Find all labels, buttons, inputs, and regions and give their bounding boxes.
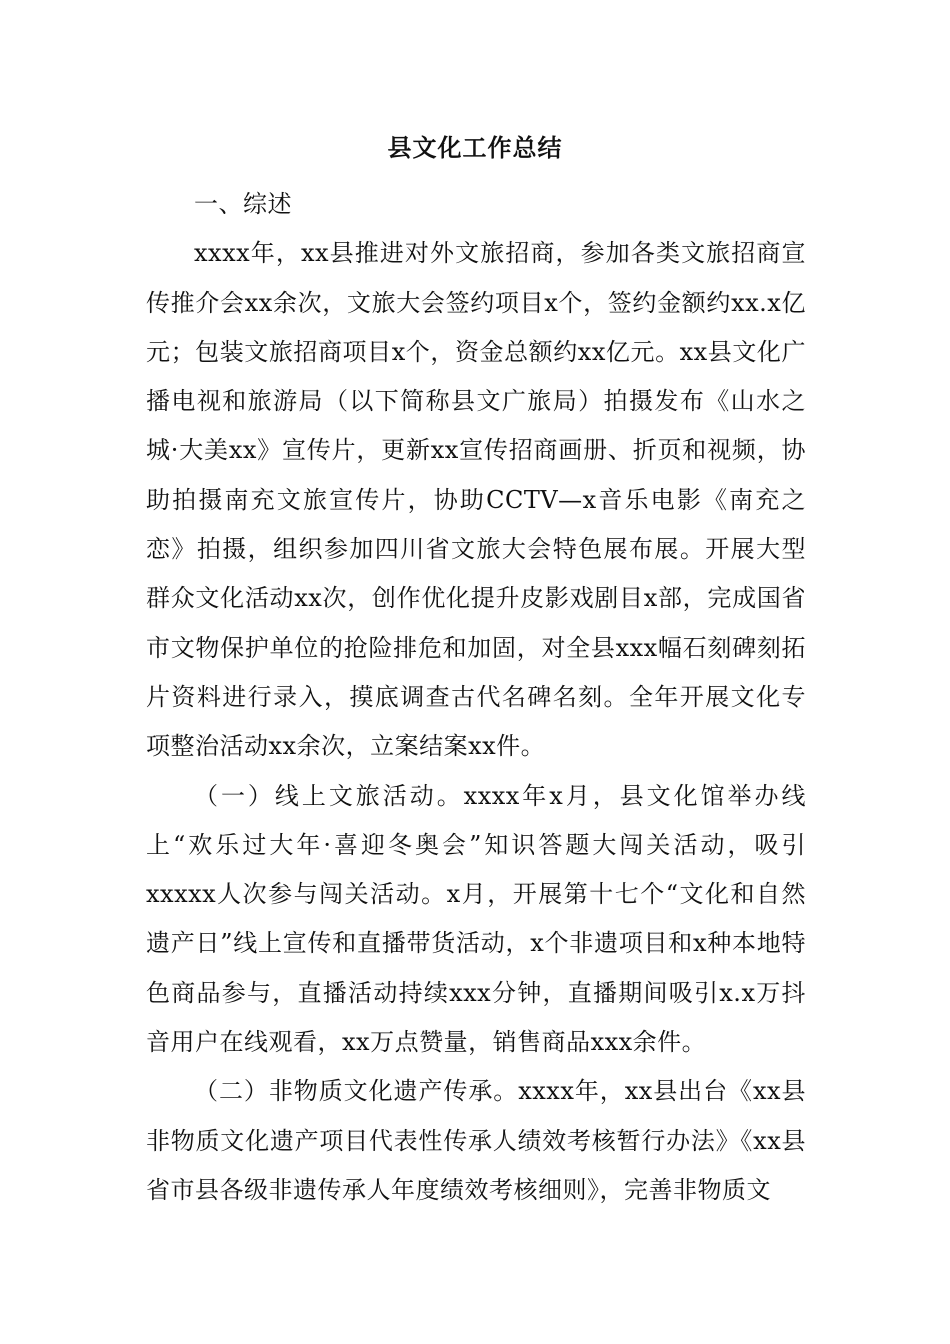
document-body — [146, 180, 806, 1215]
paragraph-overview: xxxx年，xx县推进对外文旅招商，参加各类文旅招商宣传推介会xx余次，文旅大会签约项目x个，签约金额约xx.x亿元；包装文旅招商项目x个，资金总额约xx亿元。xx县文化广播电视和旅游局（以下简称县文广旅局）拍摄发布《山水之城·大美xx》宣传片，更新xx宣传招商画册、折页和视频，协助拍摄南充文旅宣传片，协助CCTV—x音乐电影《南充之恋》拍摄，组织参加四川省文旅大会特色展布展。开展大型群众文化活动xx次，创作优化提升皮影戏剧目x部，完成国省市文物保护单位的抢险排危和加固，对全县xxx幅石刻碑刻拓片资料进行录入，摸底调查古代名碑名刻。全年开展文化专项整治活动xx余次，立案结案xx件。 — [146, 239, 806, 761]
paragraph-online-activities: （一）线上文旅活动。xxxx年x月，县文化馆举办线上“欢乐过大年·喜迎冬奥会”知识答题大闯关活动，吸引xxxxx人次参与闯关活动。x月，开展第十七个“文化和自然遗产日”线上宣传和直播带货活动，x个非遗项目和x种本地特色商品参与，直播活动持续xxx分钟，直播期间吸引x.x万抖音用户在线观看，xx万点赞量，销售商品xxx余件。 — [146, 781, 806, 1057]
paragraph-heritage: （二）非物质文化遗产传承。xxxx年，xx县出台《xx县非物质文化遗产项目代表性传承人绩效考核暂行办法》《xx县省市县各级非遗传承人年度绩效考核细则》，完善非物质文 — [146, 1077, 806, 1204]
document-title: 县文化工作总结 — [387, 133, 563, 162]
section-heading: 一、综述 — [194, 190, 292, 218]
